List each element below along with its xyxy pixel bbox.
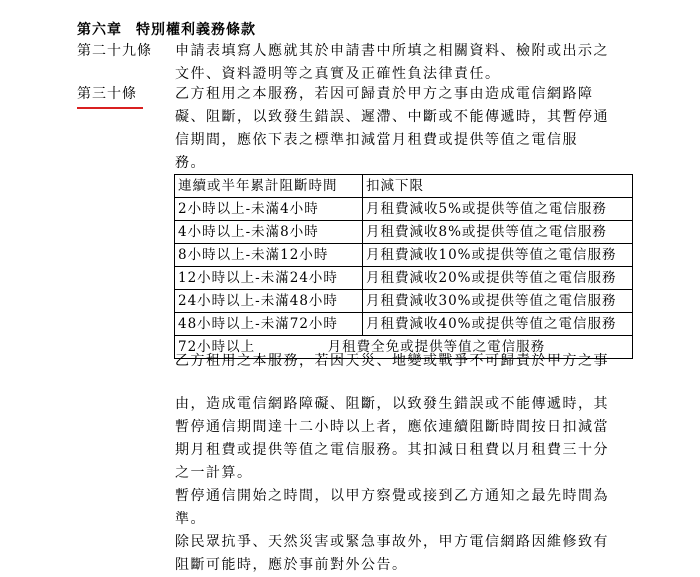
chapter-heading [77, 19, 256, 42]
chapter-title: 特別權利義務條款 [136, 22, 256, 38]
article-30-line: 礙、阻斷，以致發生錯誤、遲滯、中斷或不能傳遞時，其暫停通 [175, 109, 609, 125]
table-cell-deduction: 月租費減收10%或提供等值之電信服務 [363, 244, 633, 267]
paragraph-line: 期月租費或提供等值之電信服務。其扣減日租費以月租費三十分 [175, 442, 609, 458]
table-cell-deduction: 月租費減收20%或提供等值之電信服務 [363, 267, 633, 290]
article-29-body [175, 40, 645, 86]
table-cell-duration: 4小時以上-未滿8小時 [175, 221, 363, 244]
article-29-label: 第二十九條 [77, 43, 152, 59]
table-row [175, 267, 633, 290]
article-30-line: 乙方租用之本服務，若因可歸責於甲方之事由造成電信網路障 [175, 86, 594, 102]
paragraph-line: 乙方租用之本服務，若因天災、地變或戰爭不可歸責於甲方之事 [175, 353, 609, 369]
paragraph-line: 除民眾抗爭、天然災害或緊急事故外，甲方電信網路因維修致有 [175, 534, 609, 550]
paragraph-line: 暫停通信期間達十二小時以上者，應依連續阻斷時間按日扣減當 [175, 419, 609, 435]
table-row [175, 290, 633, 313]
article-29-line: 申請表填寫人應就其於申請書中所填之相關資料、檢附或出示之 [175, 43, 609, 59]
paragraph-line: 之一計算。 [175, 465, 253, 481]
paragraph-force-majeure [175, 393, 645, 577]
table-cell-duration: 8小時以上-未滿12小時 [175, 244, 363, 267]
table-row [175, 198, 633, 221]
table-row [175, 244, 633, 267]
deduction-table [174, 174, 633, 359]
paragraph-line: 阻斷可能時，應於事前對外公告。 [175, 557, 408, 573]
table-row [175, 221, 633, 244]
table-cell-deduction: 月租費減收8%或提供等值之電信服務 [363, 221, 633, 244]
table-cell-deduction: 月租費減收40%或提供等值之電信服務 [363, 313, 633, 336]
table-header-cell: 扣減下限 [363, 175, 633, 198]
table-header-row [175, 175, 633, 198]
table-cell-duration: 2小時以上-未滿4小時 [175, 198, 363, 221]
table-cell-duration: 48小時以上-未滿72小時 [175, 313, 363, 336]
article-30-line: 務。 [175, 155, 206, 171]
article-29-line: 文件、資料證明等之真實及正確性負法律責任。 [175, 66, 501, 82]
table-cell-deduction: 月租費減收5%或提供等值之電信服務 [363, 198, 633, 221]
table-cell-duration: 24小時以上-未滿48小時 [175, 290, 363, 313]
article-30-body [175, 83, 645, 175]
table-header-cell: 連續或半年累計阻斷時間 [175, 175, 363, 198]
paragraph-line: 暫停通信開始之時間，以甲方察覺或接到乙方通知之最先時間為 [175, 488, 609, 504]
paragraph-line: 準。 [175, 511, 206, 527]
chapter-number: 第六章 [77, 22, 122, 38]
paragraph-line: 由，造成電信網路障礙、阻斷，以致發生錯誤或不能傳遞時，其 [175, 396, 609, 412]
table-cell-merged: 72小時以上 月租費全免或提供等值之電信服務 [175, 336, 633, 359]
table-cell-deduction: 月租費減收30%或提供等值之電信服務 [363, 290, 633, 313]
table-cell-duration: 12小時以上-未滿24小時 [175, 267, 363, 290]
article-30-label: 第三十條 [77, 83, 137, 106]
paragraph-force-majeure-first-line [175, 350, 645, 373]
table-row [175, 313, 633, 336]
article-30-line: 信期間，應依下表之標準扣減當月租費或提供等值之電信服 [175, 132, 578, 148]
